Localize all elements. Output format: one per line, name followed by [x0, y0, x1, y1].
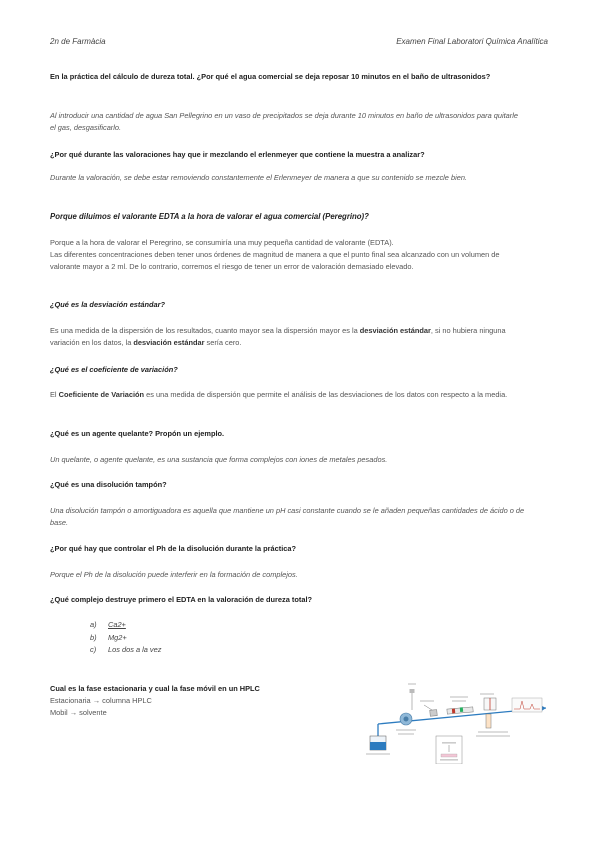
- question-2: ¿Por qué durante las valoraciones hay que ir mezclando el erlenmeyer que contiene la muestra a analizar?: [50, 150, 425, 159]
- header-left: 2n de Farmàcia: [50, 37, 106, 46]
- answer-10: [50, 695, 350, 719]
- question-4: ¿Qué es la desviación estándar?: [50, 300, 166, 309]
- valve-label: [420, 700, 434, 702]
- question-5: ¿Qué es el coeficiente de variación?: [50, 365, 178, 374]
- answer-5: [50, 389, 525, 401]
- valve-pointer: [424, 705, 432, 710]
- panel-line-2: [440, 759, 458, 761]
- question-8: ¿Por qué hay que controlar el Ph de la disolución durante la práctica?: [50, 544, 296, 553]
- injection-valve: [430, 710, 437, 717]
- question-9: ¿Qué complejo destruye primero el EDTA en la valoración de dureza total?: [50, 595, 313, 604]
- panel-line-1: [442, 742, 456, 744]
- option-c: c) Los dos a la vez: [90, 645, 162, 655]
- answer-5-part-1: El: [50, 390, 59, 399]
- pump-label: [396, 729, 416, 731]
- answer-4-part-3: sería cero.: [204, 338, 242, 348]
- option-b: b) Mg2+: [90, 632, 127, 642]
- tube-label-2: [476, 735, 510, 737]
- question-6: ¿Qué es un agente quelante? Propón un ejemplo.: [50, 429, 225, 438]
- question-3: Porque diluimos el valorante EDTA a la hora de valorar el agua comercial (Peregrino)?: [50, 212, 369, 221]
- answer-4-part-2: , si no hubiera ninguna variación en los datos, la: [50, 326, 506, 348]
- band-red: [452, 709, 455, 714]
- answer-3-line-1: Porque a la hora de valorar el Peregrino, se consumiría una muy pequeña cantidad de valorante (EDTA).: [50, 238, 394, 247]
- header-right: Examen Final Laboratori Química Analítica: [396, 37, 548, 46]
- solvent-label: [366, 753, 390, 755]
- column-label-2: [452, 700, 466, 702]
- recorder-box: [512, 698, 542, 712]
- injector-body: [410, 689, 415, 693]
- answer-7: Una disolución tampón o amortiguadora es aquella que mantiene un pH casi constante cuando se le añaden pequeñas cantidades de ácido o de base.: [50, 506, 525, 528]
- injector-label: [408, 683, 416, 685]
- hplc-diagram: [360, 672, 550, 764]
- answer-4-term-2: desviación estándar: [133, 338, 205, 348]
- tube-label: [478, 731, 508, 733]
- answer-4-term-1: desviación estándar: [359, 326, 431, 335]
- collection-tube: [486, 714, 491, 728]
- answer-5-term: Coeficiente de Variación: [58, 390, 145, 399]
- answer-1: Al introducir una cantidad de agua San Pellegrino en un vaso de precipitados se deja durante 10 minutos en baño de ultrasonidos para quitarle el gas, desgasificarlo.: [50, 111, 518, 133]
- pump-center: [404, 717, 409, 722]
- question-7: ¿Qué es una disolución tampón?: [50, 480, 167, 489]
- answer-5-part-2: es una medida de dispersión que permite el análisis de las desviaciones de los datos con respecto a la media.: [144, 390, 508, 399]
- column-label: [450, 696, 468, 698]
- options-list: [90, 619, 161, 657]
- answer-2: Durante la valoración, se debe estar removiendo constantemente el Erlenmeyer de manera a que su contenido se mezcle bien.: [50, 173, 467, 182]
- question-10: Cual es la fase estacionaria y cual la fase móvil en un HPLC: [50, 684, 260, 693]
- band-green: [460, 707, 463, 712]
- answer-10-line-2: Mobil → solvente: [50, 708, 107, 718]
- chromatogram-strip: [441, 754, 457, 757]
- question-1: En la práctica del cálculo de dureza total. ¿Por qué el agua comercial se deja reposar 10 minutos en el baño de ultrasonidos?: [50, 72, 491, 81]
- answer-10-line-1: Estacionaria → columna HPLC: [50, 696, 152, 705]
- answer-4-part-1: Es una medida de la dispersión de los resultados, cuanto mayor sea la dispersión mayor es la: [50, 326, 360, 335]
- pump-label-2: [398, 733, 414, 735]
- answer-3-line-2: Las diferentes concentraciones deben tener unos órdenes de magnitud de manera a que el punto final sea alcanzado con un volumen de valorante mayor a 2 ml. De lo contrario, corremos el riesgo de tener un error de valoración demasiado elevado.: [50, 250, 500, 272]
- solvent-liquid: [370, 742, 386, 750]
- answer-6: Un quelante, o agente quelante, es una sustancia que forma complejos con iones de metales pesados.: [50, 455, 388, 464]
- answer-3: [50, 237, 525, 274]
- option-a: a) Ca2+: [90, 620, 126, 629]
- answer-4: [50, 325, 525, 349]
- detector-label: [480, 693, 494, 695]
- answer-8: Porque el Ph de la disolución puede interferir en la formación de complejos.: [50, 570, 298, 579]
